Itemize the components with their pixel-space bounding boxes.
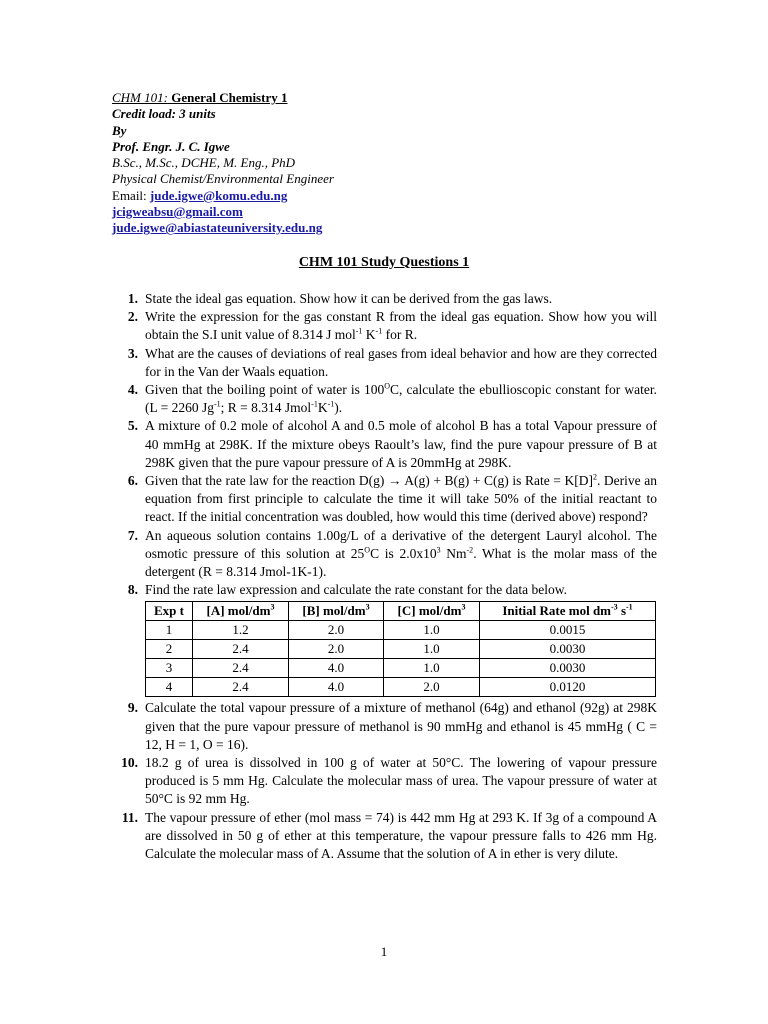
superscript: 3	[365, 603, 370, 613]
text-run: Nm	[440, 545, 467, 561]
superscript: -1	[375, 326, 383, 336]
table-row	[146, 640, 656, 659]
text-run: Given that the boiling point of water is 100	[145, 382, 385, 398]
question-text	[145, 473, 657, 524]
question-number: 2.	[127, 309, 138, 325]
question-number: 4.	[127, 382, 138, 398]
question-number: 9.	[127, 700, 138, 716]
question-number: 3.	[127, 345, 138, 361]
question-number: 5.	[127, 418, 138, 434]
text-run: ).	[334, 400, 343, 416]
question-text: The vapour pressure of ether (mol mass = 74) is 442 mm Hg at 293 K. If 3g of a compound A are dissolved in 50 g of ether at this temperature, the vapour pressure falls to 426 mm Hg. Calculate the molecular mass of A. Assume that the solution of A in ether is very dilute.	[145, 809, 657, 862]
table-cell: 2.0	[288, 640, 383, 659]
table-header-row	[146, 602, 656, 621]
table-cell: 4.0	[288, 659, 383, 678]
rate-data-table	[145, 601, 656, 697]
question-number: 10.	[121, 755, 138, 771]
text-run: ; R = 8.314 Jmol	[220, 400, 312, 416]
question-item	[112, 699, 657, 754]
table-cell: 2.4	[193, 640, 289, 659]
question-item	[112, 581, 657, 697]
text-run: . Derive an equation from first principle to calculate the time it will take 50% of the initial reactant to react. If the initial concentration was doubled, how would this time (derived above) respond?	[145, 473, 657, 525]
question-text: What are the causes of deviations of real gases from ideal behavior and how are they corrected for in the Van der Waals equation.	[145, 345, 657, 379]
email-link-2[interactable]: jcigweabsu@gmail.com	[112, 204, 243, 220]
question-item	[112, 381, 657, 417]
column-header-c	[384, 602, 480, 621]
table-cell: 2.4	[193, 678, 289, 697]
superscript: -1	[213, 399, 221, 409]
question-item	[112, 527, 657, 582]
table-cell: 2.0	[288, 621, 383, 640]
superscript: -1	[626, 603, 633, 613]
course-title-line	[112, 90, 334, 106]
author-degrees: B.Sc., M.Sc., DCHE, M. Eng., PhD	[112, 155, 296, 171]
email-line	[112, 188, 334, 204]
table-cell: 1	[146, 621, 193, 640]
table-cell: 0.0030	[479, 659, 655, 678]
course-code: CHM 101:	[112, 90, 168, 105]
header-text: s	[617, 603, 626, 619]
table-cell: 0.0030	[479, 640, 655, 659]
email-line-2	[112, 204, 334, 220]
table-row	[146, 678, 656, 697]
table-cell: 0.0120	[479, 678, 655, 697]
question-item	[112, 290, 657, 308]
email-line-3	[112, 220, 334, 236]
table-cell: 1.0	[384, 640, 480, 659]
superscript: 3	[461, 603, 466, 613]
question-number: 8.	[127, 582, 138, 598]
text-run: Write the expression for the gas constant R from the ideal gas equation. Show how you will obtain the S.I unit value of 8.314 J mol	[145, 309, 657, 343]
question-list	[112, 290, 657, 863]
text-run: K	[317, 400, 328, 416]
table-cell: 4	[146, 678, 193, 697]
text-run: . What is the molar mass of the detergent (R = 8.314 Jmol-1K-1).	[145, 545, 658, 580]
superscript: 3	[270, 603, 275, 613]
table-cell: 1.2	[193, 621, 289, 640]
question-number: 6.	[127, 473, 138, 489]
superscript: 2	[592, 472, 597, 482]
superscript: -3	[611, 603, 618, 613]
table-cell: 1.0	[384, 621, 480, 640]
column-header-rate	[479, 602, 655, 621]
question-text: Find the rate law expression and calculate the rate constant for the data below.	[145, 582, 567, 598]
table-cell: 2.0	[384, 678, 480, 697]
question-item	[112, 308, 657, 344]
question-number: 11.	[121, 809, 138, 825]
header-text: Initial Rate mol dm	[502, 603, 612, 619]
course-header	[112, 90, 334, 237]
table-cell: 1.0	[384, 659, 480, 678]
question-text: Calculate the total vapour pressure of a mixture of methanol (64g) and ethanol (92g) at 298K given that the pure vapour pressure of methanol is 90 mmHg and ethanol is 45 mmHg ( C = 12, H = 1, O = 16).	[145, 700, 657, 752]
column-header-exp	[146, 602, 193, 621]
email-link-1[interactable]: jude.igwe@komu.edu.ng	[149, 187, 288, 203]
question-text: 18.2 g of urea is dissolved in 100 g of water at 50°C. The lowering of vapour pressure produced is 5 mm Hg. Calculate the molecular mass of urea. The vapour pressure of water at 50°C is 92 mm Hg.	[145, 755, 657, 807]
text-run: Given that the rate law for the reaction D(g) → A(g) + B(g) + C(g) is Rate = K[D]	[145, 473, 593, 489]
question-text	[145, 382, 657, 415]
table-row	[146, 621, 656, 640]
superscript: -1	[355, 326, 363, 336]
text-run: K	[362, 327, 376, 343]
table-cell: 2.4	[193, 659, 289, 678]
table-cell: 3	[146, 659, 193, 678]
text-run: An aqueous solution contains 1.00g/L of a derivative of the detergent Lauryl alcohol. The osmotic pressure of this solution at 25	[145, 527, 657, 561]
superscript: -1	[327, 399, 335, 409]
by-label: By	[112, 122, 127, 138]
author-role: Physical Chemist/Environmental Engineer	[112, 171, 334, 187]
header-text: [C] mol/dm	[397, 603, 462, 619]
column-header-b	[288, 602, 383, 621]
question-item	[112, 417, 657, 472]
email-label: Email:	[112, 187, 150, 203]
question-text: A mixture of 0.2 mole of alcohol A and 0.5 mole of alcohol B has a total Vapour pressure of 40 mmHg at 298K. If the mixture obeys Raoult’s law, find the pure vapour pressure of B at 298K given that the pure vapour pressure of A is 20mmHg at 298K.	[145, 418, 657, 470]
superscript: 3	[436, 545, 441, 555]
superscript: -1	[311, 399, 318, 409]
header-text: Exp t	[154, 603, 184, 619]
question-text	[145, 309, 657, 342]
column-header-a	[193, 602, 289, 621]
email-link-3[interactable]: jude.igwe@abiastateuniversity.edu.ng	[112, 220, 323, 236]
question-item	[112, 809, 657, 864]
table-cell: 2	[146, 640, 193, 659]
page-number: 1	[380, 944, 388, 959]
question-item	[112, 754, 657, 809]
question-text	[145, 528, 657, 579]
header-text: [B] mol/dm	[302, 603, 366, 619]
superscript: O	[364, 545, 371, 555]
page-title: CHM 101 Study Questions 1	[298, 255, 470, 270]
text-run: C is 2.0x10	[370, 545, 437, 561]
table-cell: 4.0	[288, 678, 383, 697]
text-run: for R.	[382, 327, 418, 343]
table-row	[146, 659, 656, 678]
superscript: -2	[466, 545, 474, 555]
credit-load: Credit load: 3 units	[112, 106, 216, 122]
header-text: [A] mol/dm	[206, 603, 271, 619]
superscript: O	[384, 381, 391, 391]
table-cell: 0.0015	[479, 621, 655, 640]
course-name: General Chemistry 1	[167, 90, 288, 105]
author-name: Prof. Engr. J. C. Igwe	[112, 138, 230, 154]
question-number: 1.	[127, 291, 138, 306]
question-item	[112, 345, 657, 381]
text-run: C, calculate the ebullioscopic constant for water. (L = 2260 Jg	[145, 382, 657, 416]
question-item	[112, 472, 657, 527]
question-number: 7.	[127, 527, 138, 543]
question-text: State the ideal gas equation. Show how it can be derived from the gas laws.	[145, 291, 553, 306]
